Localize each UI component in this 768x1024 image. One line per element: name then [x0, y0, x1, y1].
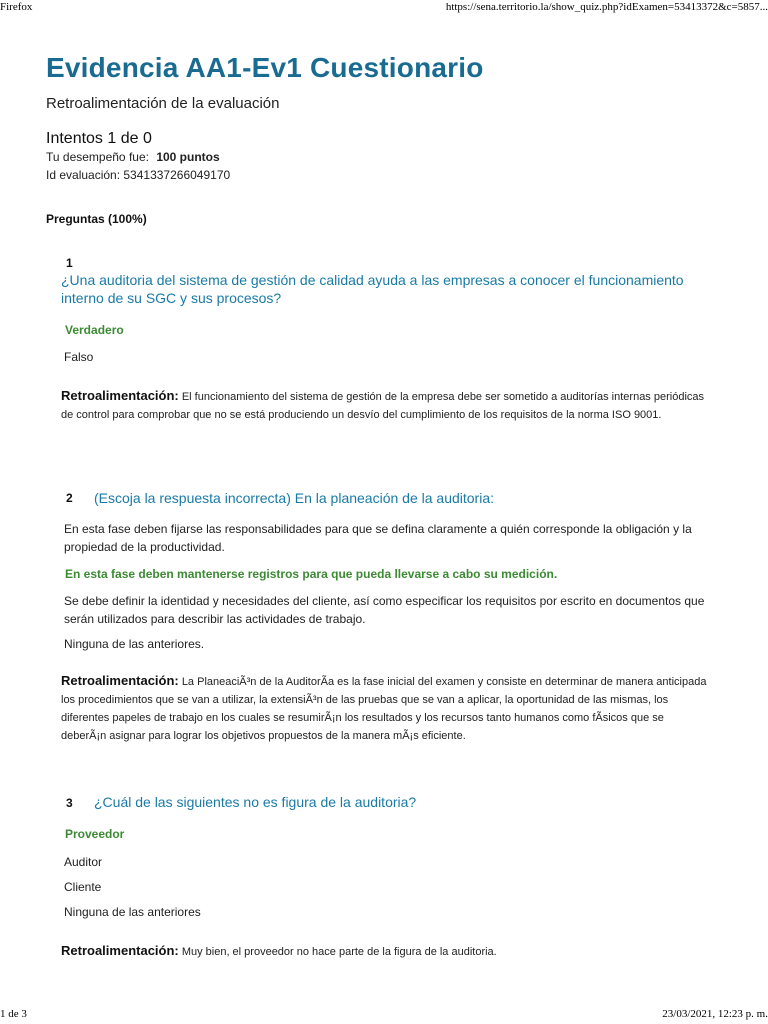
question-text: ¿Una auditoria del sistema de gestión de calidad ayuda a las empresas a conocer el funcionamiento interno de su SGC y sus procesos?	[61, 272, 684, 306]
answer-option-correct: Verdadero	[65, 323, 124, 337]
page-counter: 1 de 3	[0, 1008, 27, 1020]
feedback-label: Retroalimentación:	[61, 388, 179, 403]
print-header-url[interactable]: https://sena.territorio.la/show_quiz.php?idExamen=53413372&c=5857...	[445, 1, 768, 13]
page-title: Evidencia AA1-Ev1 Cuestionario	[46, 52, 484, 83]
question-number: 1	[66, 256, 73, 270]
answer-option: Ninguna de las anteriores.	[64, 637, 205, 651]
answer-option: Auditor	[64, 855, 103, 869]
attempts-count: Intentos 1 de 0	[46, 130, 152, 147]
print-header	[0, 0, 768, 16]
answer-option-correct: En esta fase deben mantenerse registros para que pueda llevarse a cabo su medición.	[65, 567, 558, 581]
performance-score: 100 puntos	[156, 150, 220, 164]
performance-line	[46, 150, 220, 164]
question-text: ¿Cuál de las siguientes no es figura de la auditoria?	[94, 794, 417, 810]
print-footer	[0, 1006, 768, 1024]
page-subtitle: Retroalimentación de la evaluación	[46, 95, 280, 112]
answer-option: Se debe definir la identidad y necesidades del cliente, así como especificar los requisitos por escrito en documentos que serán utilizados para describir las actividades de trabajo.	[64, 594, 705, 626]
feedback-text: El funcionamiento del sistema de gestión de la empresa debe ser sometido a auditorías internas periódicas de control para comprobar que no se está produciendo un desvío del cumplimiento de los requisitos de la norma ISO 9001.	[61, 391, 705, 421]
question-number: 3	[66, 796, 73, 810]
feedback	[61, 942, 711, 961]
answer-option-correct: Proveedor	[65, 827, 125, 841]
feedback-text: La PlaneaciÃ³n de la AuditorÃa es la fase inicial del examen y consiste en determinar de manera anticipada los procedimientos que se van a utilizar, la extensiÃ³n de las pruebas que se van a aplicar, la oportunidad de las mismas, los diferentes papeles de trabajo en los cuales se resumirÃ¡n los resultados y los recursos tanto humanos como fÃsicos que se deberÃ¡n asignar para lograr los objetivos propuestos de la manera mÃ¡s eficiente.	[61, 676, 707, 742]
answer-option: Cliente	[64, 880, 102, 894]
answer-option: En esta fase deben fijarse las responsabilidades para que se defina claramente a quién corresponde la obligación y la propiedad de la productividad.	[64, 522, 692, 554]
print-header-app: Firefox	[0, 1, 33, 13]
answer-option: Falso	[64, 350, 94, 364]
question-text: (Escoja la respuesta incorrecta) En la planeación de la auditoria:	[94, 490, 495, 506]
performance-label: Tu desempeño fue:	[46, 150, 149, 164]
feedback	[61, 387, 706, 424]
questions-heading: Preguntas (100%)	[46, 212, 147, 226]
feedback-label: Retroalimentación:	[61, 943, 179, 958]
evaluation-id: Id evaluación: 5341337266049170	[46, 168, 231, 182]
feedback	[61, 672, 711, 745]
question-number: 2	[66, 491, 73, 505]
feedback-text: Muy bien, el proveedor no hace parte de la figura de la auditoria.	[181, 946, 497, 958]
answer-option: Ninguna de las anteriores	[64, 905, 201, 919]
print-datetime: 23/03/2021, 12:23 p. m.	[662, 1008, 768, 1020]
feedback-label: Retroalimentación:	[61, 673, 179, 688]
